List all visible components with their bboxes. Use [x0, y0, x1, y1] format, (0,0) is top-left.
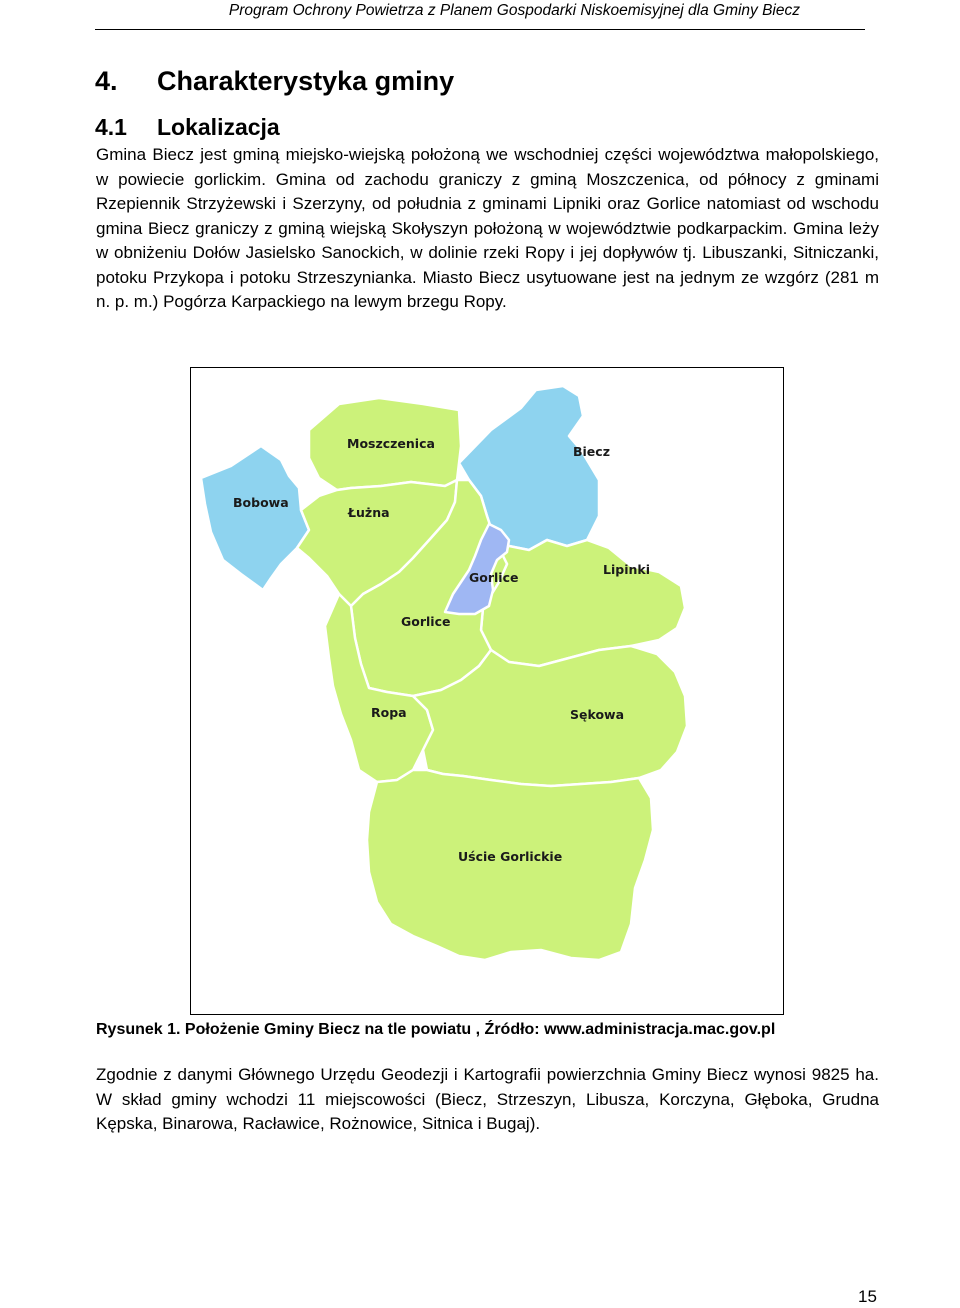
- label-gorlice-city: Gorlice: [469, 570, 519, 585]
- label-biecz: Biecz: [573, 444, 610, 459]
- region-bobowa: [201, 446, 309, 590]
- label-bobowa: Bobowa: [233, 495, 289, 510]
- label-ropa: Ropa: [371, 705, 407, 720]
- page-number: 15: [858, 1287, 877, 1306]
- label-sekowa: Sękowa: [570, 707, 625, 722]
- section-number: 4.: [95, 66, 118, 96]
- label-uscie-gorlickie: Uście Gorlickie: [458, 849, 563, 864]
- paragraph-area: Zgodnie z danymi Głównego Urzędu Geodezji i Kartografii powierzchnia Gminy Biecz wynosi 9825 ha. W skład gminy wchodzi 11 miejscowości (Biecz, Strzeszyn, Libusza, Korczyna, Głęboka, Grudna Kępska, Binarowa, Racławice, Rożnowice, Sitnica i Bugaj).: [96, 1065, 879, 1133]
- region-uscie-gorlickie: [367, 770, 653, 960]
- label-gorlice: Gorlice: [401, 614, 451, 629]
- subsection-number: 4.1: [95, 114, 127, 140]
- section-title: Charakterystyka gminy: [157, 66, 455, 96]
- label-lipinki: Lipinki: [603, 562, 650, 577]
- subsection-title: Lokalizacja: [157, 114, 280, 140]
- header-title: Program Ochrony Powietrza z Planem Gospodarki Niskoemisyjnej dla Gminy Biecz: [228, 2, 800, 19]
- header-rule: [95, 29, 865, 30]
- label-moszczenica: Moszczenica: [347, 436, 435, 451]
- map-figure: [190, 367, 784, 1015]
- label-luzna: Łużna: [348, 505, 390, 520]
- section-heading: [95, 66, 454, 97]
- paragraph-location: Gmina Biecz jest gminą miejsko-wiejską położoną we wschodniej części województwa małopolskiego, w powiecie gorlickim. Gmina od zachodu graniczy z gminą Moszczenica, od północy z gminami Rzepiennik Strzyżewski i Szerzyny, od południa z gminami Lipniki oraz Gorlice natomiast od wschodu gmina Biecz graniczy z gminą wiejską Skołyszyn położoną w województwie podkarpackim. Gmina leży w obniżeniu Dołów Jasielsko Sanockich, w dolinie rzeki Ropy i jej dopływów tj. Libuszanki, Sitniczanki, potoku Przykopa i potoku Strzeszynianka. Miasto Biecz usytuowane jest na jednym ze wzgórz (281 m n. p. m.) Pogórza Karpackiego na lewym brzegu Ropy.: [96, 145, 879, 311]
- subsection-heading: [95, 114, 280, 141]
- county-map: [191, 368, 783, 1014]
- page-header: [0, 0, 960, 40]
- figure-caption: Rysunek 1. Położenie Gminy Biecz na tle powiatu , Źródło: www.administracja.mac.gov.pl: [96, 1021, 776, 1038]
